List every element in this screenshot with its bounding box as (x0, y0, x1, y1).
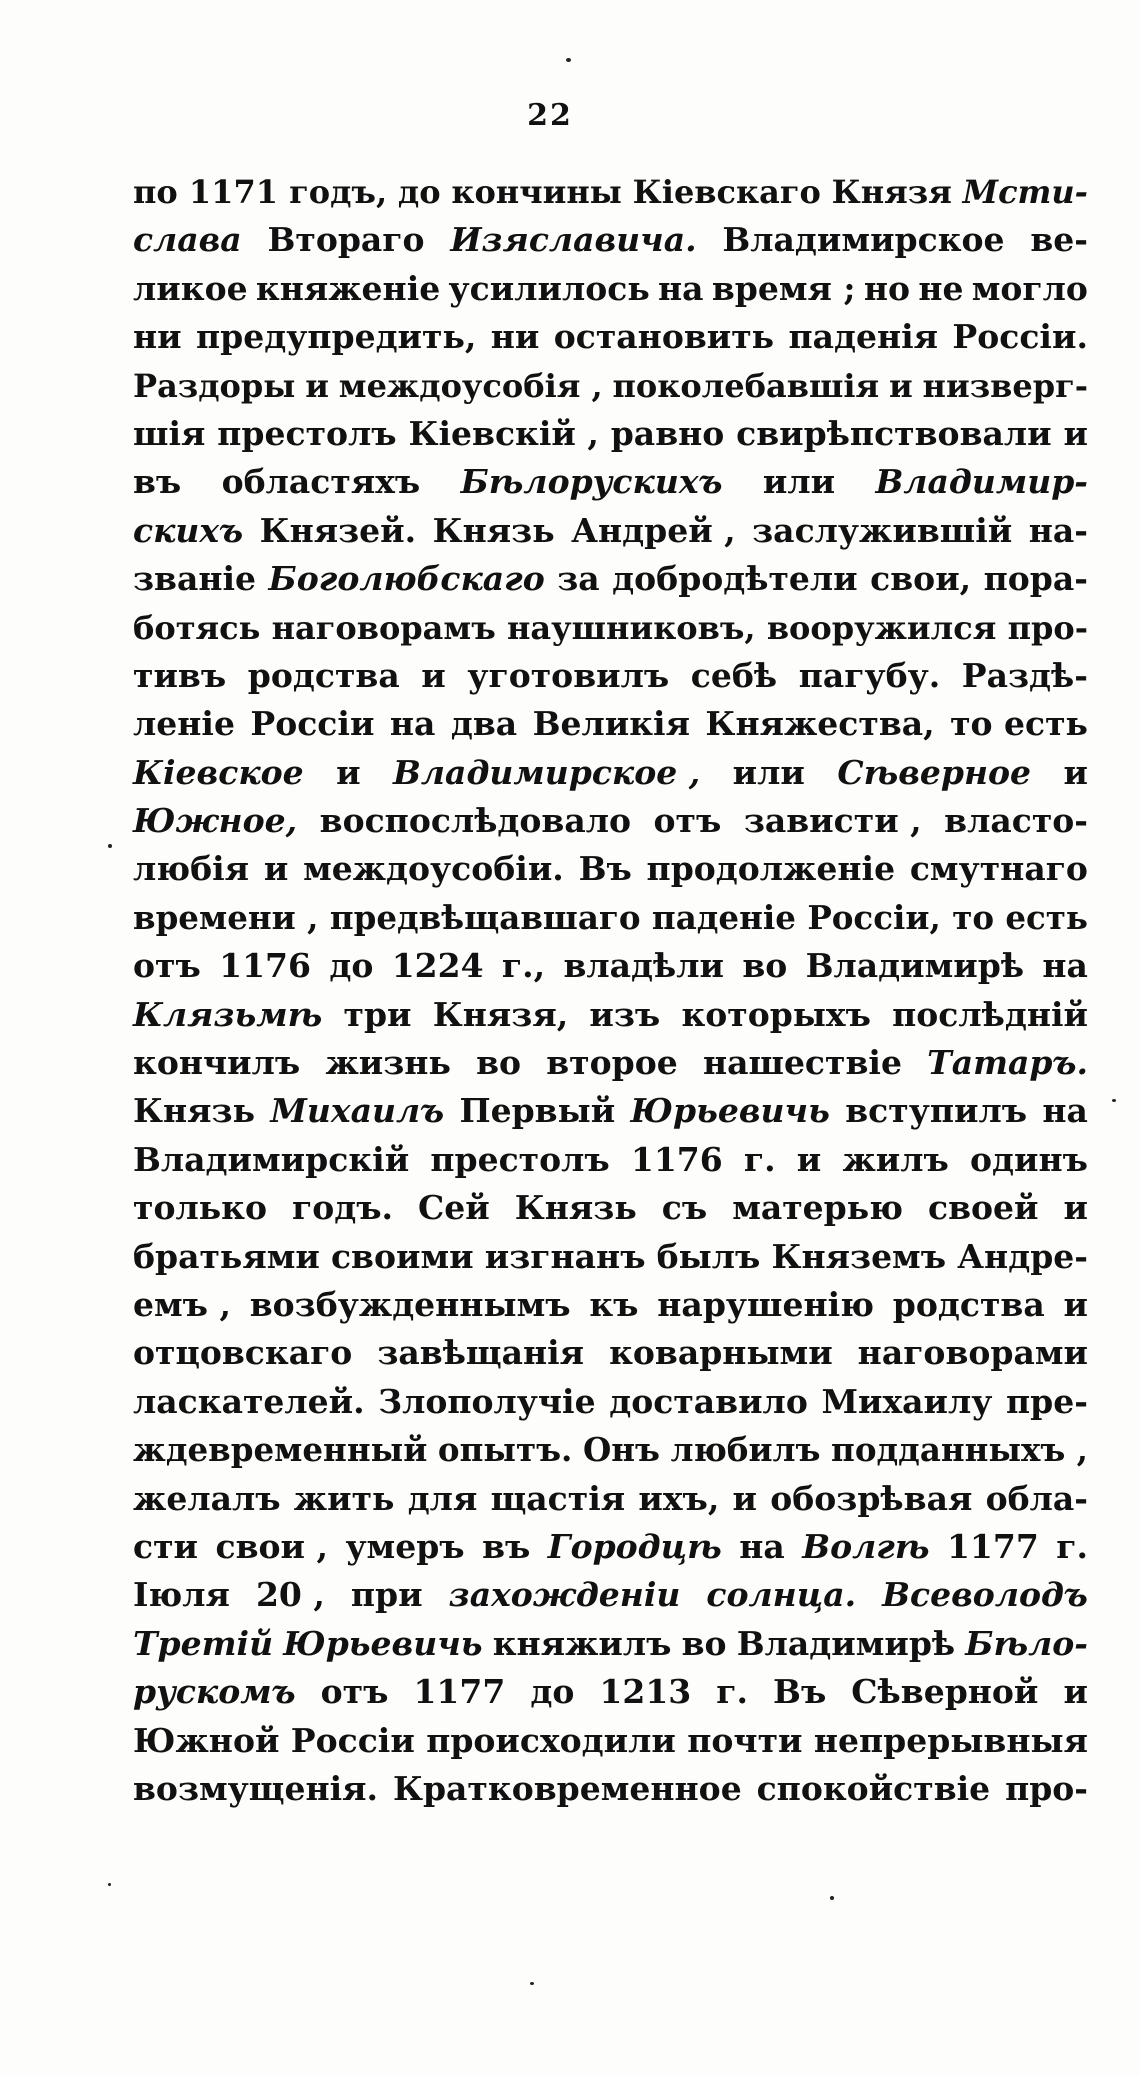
word: паденія (788, 317, 939, 357)
word: солнца. (706, 1575, 857, 1615)
text-line (133, 458, 1088, 506)
scan-speck (830, 1896, 834, 1900)
word: про- (1005, 1768, 1088, 1808)
word: 1177 (413, 1672, 506, 1712)
word: Князей. (259, 510, 417, 550)
word: до (530, 1672, 575, 1712)
word: Россіи (290, 1720, 415, 1760)
word: 20 , (255, 1575, 325, 1615)
word: Южной (133, 1720, 280, 1760)
word: наушниковъ, (507, 608, 756, 647)
word: престолъ (217, 413, 397, 453)
word: для (407, 1478, 478, 1518)
text-line (133, 410, 1088, 458)
word: родства (892, 1284, 1045, 1324)
word: ни (133, 317, 182, 357)
text-line (133, 942, 1088, 990)
word: обозрѣвая (770, 1478, 973, 1518)
word: Сѣверной (851, 1672, 1039, 1712)
text-line (133, 1087, 1088, 1135)
word: Михаилъ (270, 1091, 445, 1131)
word: захожденіи (448, 1575, 681, 1615)
page-number: 22 (527, 98, 573, 133)
word: добродѣтели (612, 559, 858, 599)
text-line (133, 1571, 1088, 1619)
word: свирѣпствовали (736, 413, 1052, 453)
word: Клязьмѣ (133, 994, 323, 1034)
word: и (1063, 1284, 1088, 1324)
word: возбужденнымъ (249, 1284, 571, 1324)
word: на (389, 704, 436, 744)
word: Россіи, (807, 897, 941, 937)
word: Князь (432, 510, 555, 550)
word: Владимирскій (133, 1139, 410, 1179)
word: г. (743, 1139, 776, 1179)
word: Кіевское (133, 752, 304, 792)
word: годъ. (291, 1188, 393, 1228)
word: Злополучіе (378, 1381, 596, 1421)
word: обла- (985, 1478, 1088, 1518)
text-line (133, 1765, 1088, 1813)
word: остановить (553, 317, 775, 357)
word: г. (1056, 1526, 1088, 1566)
text-line (133, 797, 1088, 845)
word: кончилъ (133, 1043, 301, 1083)
text-line (133, 1475, 1088, 1523)
word: пора- (983, 559, 1088, 599)
word: Боголюбскаго (268, 559, 545, 599)
word: то есть (952, 897, 1088, 937)
word: предвѣщавшаго (329, 897, 641, 937)
text-line (133, 749, 1088, 797)
word: уготовилъ (467, 655, 670, 695)
word: Первый (459, 1091, 616, 1131)
word: Андре- (957, 1236, 1088, 1276)
word: свои, (870, 559, 972, 599)
word: Князь (514, 1188, 637, 1228)
word: Городцѣ (547, 1526, 722, 1566)
word: ни (490, 317, 540, 357)
word: до (397, 173, 441, 211)
word: два (450, 704, 518, 744)
word: изъ (589, 994, 661, 1034)
text-line (133, 845, 1088, 893)
word: смутнаго (909, 849, 1088, 889)
word: Владимирское , (393, 752, 701, 792)
scan-speck (566, 58, 571, 62)
word: Княземъ (771, 1236, 947, 1276)
word: Бѣлорускихъ (460, 462, 723, 502)
word: въ (482, 1526, 531, 1566)
word: щастія (490, 1478, 626, 1518)
text-line (133, 991, 1088, 1039)
word: любилъ (670, 1430, 821, 1470)
word: Сѣверное (837, 752, 1032, 792)
word: на- (1028, 510, 1088, 550)
text-line (133, 1281, 1088, 1329)
word: на (739, 1526, 785, 1566)
word: и (263, 849, 289, 889)
word: наговорами (857, 1333, 1088, 1373)
word: желалъ (133, 1478, 281, 1518)
word: спокойствіе (756, 1768, 991, 1808)
word: скихъ (133, 510, 244, 550)
word: во (476, 1043, 522, 1083)
word: и (1063, 1672, 1088, 1712)
body-text (133, 168, 1088, 1813)
word: или (732, 752, 805, 792)
word: на (1042, 946, 1088, 986)
word: равно (610, 413, 725, 453)
word: во (742, 946, 788, 986)
word: Владимир- (875, 462, 1088, 502)
word: междоусобіи. (303, 849, 564, 889)
word: умеръ (345, 1526, 465, 1566)
text-line (133, 1039, 1088, 1087)
word: въ (133, 462, 182, 502)
text-line (133, 1523, 1088, 1571)
text-line (133, 216, 1088, 264)
word: за (557, 559, 600, 599)
word: нарушенію (657, 1284, 875, 1324)
word: могло (971, 268, 1088, 308)
word: происходили (426, 1720, 676, 1760)
word: заслужившій (752, 510, 1013, 550)
word: Раздѣ- (961, 655, 1088, 695)
word: братьями (133, 1236, 320, 1276)
word: княжилъ (492, 1623, 672, 1663)
word: былъ (656, 1236, 761, 1276)
word: Татаръ. (927, 1043, 1088, 1083)
word: Въ (773, 1672, 827, 1712)
word: Андрей , (571, 510, 736, 550)
text-line (133, 1184, 1088, 1232)
word: жить (293, 1478, 395, 1518)
word: 1176 (219, 946, 311, 986)
word: Михаилу (821, 1381, 993, 1421)
word: 1224 (391, 946, 484, 986)
word: Въ (578, 849, 632, 889)
word: къ (589, 1284, 639, 1324)
word: Россіи. (952, 317, 1088, 357)
word: сти (133, 1526, 199, 1566)
word: Владимирѣ (736, 1623, 956, 1663)
word: своими (330, 1236, 474, 1276)
text-line (133, 700, 1088, 748)
word: ликое (133, 268, 248, 308)
word: княженіе (255, 268, 441, 308)
word: ихъ, (638, 1478, 720, 1518)
word: усилилось (448, 268, 650, 308)
word: отъ (320, 1672, 389, 1712)
word: Онъ (582, 1430, 660, 1470)
word: паденіе (651, 897, 796, 937)
word: времени , (133, 897, 319, 937)
word: Князя, (432, 994, 569, 1034)
word: второе (546, 1043, 678, 1083)
word: и (421, 655, 446, 695)
word: 1177 (946, 1526, 1039, 1566)
word: ласкателей. (133, 1381, 365, 1421)
text-line (133, 1378, 1088, 1426)
text-line (133, 1620, 1088, 1668)
word: областяхъ (221, 462, 421, 502)
word: изгнанъ (484, 1236, 646, 1276)
word: три (343, 994, 412, 1034)
word: слава (133, 220, 242, 260)
word: предупредить, (196, 317, 477, 357)
scan-speck (530, 1982, 534, 1985)
word: пре- (1006, 1381, 1088, 1421)
word: Владимирское (722, 220, 1005, 260)
word: наговорамъ (271, 608, 496, 647)
word: Кіевскій , (408, 413, 599, 453)
word: вооружился (766, 608, 997, 647)
word: зависти , (743, 801, 922, 841)
word: и (796, 1139, 822, 1179)
text-line (133, 1426, 1088, 1474)
word: завѣщанія (377, 1333, 585, 1373)
text-line (133, 168, 1088, 216)
word: только (133, 1188, 267, 1228)
word: Волгѣ (802, 1526, 930, 1566)
word: и (1063, 752, 1088, 792)
word: и (888, 366, 913, 405)
word: власто- (944, 801, 1088, 841)
scan-speck (108, 844, 112, 848)
text-line (133, 894, 1088, 942)
text-line (133, 652, 1088, 700)
word: Владимирѣ (805, 946, 1025, 986)
word: время ; (711, 268, 856, 308)
word: во (681, 1623, 727, 1663)
word: опытъ. (437, 1430, 573, 1470)
word: г., (501, 946, 546, 986)
word: пагубу. (798, 655, 941, 695)
word: почти (687, 1720, 803, 1760)
word: на (658, 268, 704, 308)
word: родства (247, 655, 400, 695)
word: кончины (451, 173, 622, 211)
word: непрерывныя (813, 1720, 1088, 1760)
word: междоусобія , (338, 366, 603, 405)
word: Юрьевичь (283, 1623, 483, 1663)
word: и (732, 1478, 758, 1518)
text-line (133, 1136, 1088, 1184)
word: званіе (133, 559, 257, 599)
word: возмущенія. (133, 1768, 379, 1808)
word: и (1063, 1188, 1088, 1228)
word: отъ (653, 801, 722, 841)
text-line (133, 1233, 1088, 1281)
text-line (133, 604, 1088, 652)
word: и (336, 752, 361, 792)
word: жилъ (842, 1139, 949, 1179)
word: Князя (831, 173, 952, 211)
word: леніе (133, 704, 235, 744)
word: емъ , (133, 1284, 231, 1324)
word: не (918, 268, 964, 308)
word: Князь (133, 1091, 256, 1131)
word: ботясь (133, 608, 261, 647)
word: любія (133, 849, 250, 889)
word: или (762, 462, 836, 502)
word: престолъ (430, 1139, 610, 1179)
text-line (133, 265, 1088, 313)
word: по 1171 годъ, (133, 173, 388, 211)
word: Бѣло- (965, 1623, 1088, 1663)
word: Изяславича. (450, 220, 697, 260)
scan-speck (1112, 1099, 1116, 1102)
word: 1213 (599, 1672, 692, 1712)
word: Кратковременное (392, 1768, 742, 1808)
word: которыхъ (681, 994, 871, 1034)
word: г. (716, 1672, 749, 1712)
word: Княжества, (705, 704, 935, 744)
scan-speck (108, 1883, 111, 1886)
word: нашествіе (702, 1043, 902, 1083)
text-line (133, 507, 1088, 555)
word: при (350, 1575, 423, 1615)
word: Великія (532, 704, 690, 744)
word: Іюля (133, 1575, 230, 1615)
word: поколебавшія (612, 366, 880, 405)
word: низверг- (922, 366, 1088, 405)
word: Мсти- (962, 173, 1088, 211)
text-line (133, 1717, 1088, 1765)
word: Всеволодъ (882, 1575, 1088, 1615)
word: себѣ (690, 655, 778, 695)
word: матерью (732, 1188, 903, 1228)
word: отъ (133, 946, 201, 986)
word: и (305, 366, 329, 405)
word: и (1063, 413, 1088, 453)
word: послѣдній (892, 994, 1088, 1034)
word: про- (1007, 608, 1088, 647)
word: вступилъ (845, 1091, 1028, 1131)
word: Раздоры (133, 366, 296, 405)
text-line (133, 362, 1088, 410)
word: тивъ (133, 655, 227, 695)
word: до (329, 946, 374, 986)
word: Третій (133, 1623, 274, 1663)
text-line (133, 1329, 1088, 1377)
word: Сей (418, 1188, 490, 1228)
word: доставило (609, 1381, 808, 1421)
text-line (133, 555, 1088, 603)
word: подданныхъ , (831, 1430, 1088, 1470)
word: жизнь (325, 1043, 451, 1083)
word: съ (661, 1188, 708, 1228)
word: своей (928, 1188, 1039, 1228)
text-line (133, 313, 1088, 361)
word: коварными (609, 1333, 833, 1373)
word: 1176 (630, 1139, 723, 1179)
word: на (1042, 1091, 1088, 1131)
word: владѣли (563, 946, 724, 986)
word: Втораго (267, 220, 425, 260)
word: ждевременный (133, 1430, 428, 1470)
word: рускомъ (133, 1672, 296, 1712)
word: ве- (1030, 220, 1088, 260)
word: шія (133, 413, 206, 453)
word: воспослѣдовало (319, 801, 631, 841)
word: Южное, (133, 801, 298, 841)
word: Юрьевичь (630, 1091, 830, 1131)
word: Россіи (250, 704, 375, 744)
word: продолженіе (646, 849, 896, 889)
text-line (133, 1668, 1088, 1716)
word: свои , (215, 1526, 328, 1566)
word: Кіевскаго (632, 173, 821, 211)
word: то есть (950, 704, 1088, 744)
word: но (863, 268, 911, 308)
word: одинъ (970, 1139, 1088, 1179)
word: отцовскаго (133, 1333, 353, 1373)
